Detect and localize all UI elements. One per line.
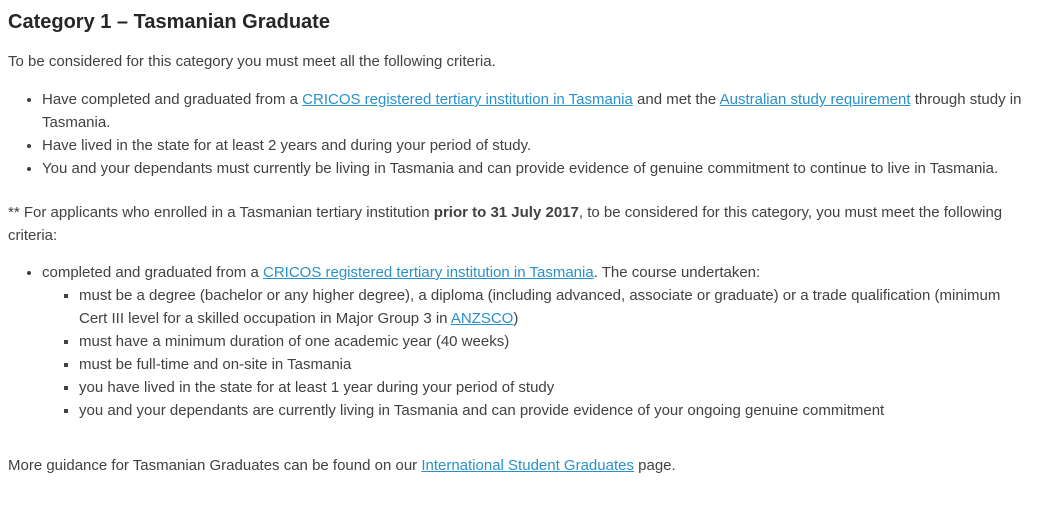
bold-text: prior to 31 July 2017 [433, 204, 579, 221]
australian-study-requirement-link[interactable]: Australian study requirement [719, 91, 911, 108]
footer-guidance-paragraph: More guidance for Tasmanian Graduates can be found on our International Student Graduates page. [8, 457, 676, 474]
enrolled-before-2017-note: ** For applicants who enrolled in a Tasmanian tertiary institution prior to 31 July 2017, to be considered for this category, you must meet the following criteria: [8, 204, 1003, 244]
course-sub-item: ▪ must be full-time and on-site in Tasmania [79, 353, 1030, 376]
criteria-item: • Have completed and graduated from a CRICOS registered tertiary institution in Tasmania and met the Australian study requirement through study in Tasmania. [42, 88, 1030, 134]
pre2017-criteria-item [42, 261, 1030, 422]
criteria-item: • Have lived in the state for at least 2 years and during your period of study. [42, 134, 1030, 157]
criteria-list [8, 88, 1030, 180]
pre2017-item-text: completed and graduated from a CRICOS registered tertiary institution in Tasmania. The course undertaken: [42, 264, 761, 281]
course-sub-item: ▪ you have lived in the state for at least 1 year during your period of study [79, 376, 1030, 399]
pre2017-criteria-list [8, 261, 1030, 422]
criteria-item: • You and your dependants must currently be living in Tasmania and can provide evidence of genuine commitment to continue to live in Tasmania. [42, 157, 1030, 180]
course-sub-list [42, 284, 1030, 422]
course-sub-item: ▪ must have a minimum duration of one academic year (40 weeks) [79, 330, 1030, 353]
cricos-link-2[interactable]: CRICOS registered tertiary institution in Tasmania [262, 264, 594, 281]
course-sub-item: ▪ must be a degree (bachelor or any higher degree), a diploma (including advanced, associate or graduate) or a trade qualification (minimum Cert III level for a skilled occupation in Major Group 3 in ANZSCO) [79, 284, 1030, 330]
page-title: Category 1 – Tasmanian Graduate [8, 11, 330, 33]
intro-paragraph: To be considered for this category you must meet all the following criteria. [8, 53, 496, 70]
international-student-graduates-link[interactable]: International Student Graduates [421, 457, 634, 474]
cricos-link-1[interactable]: CRICOS registered tertiary institution in Tasmania [302, 91, 633, 108]
course-sub-item: ▪ you and your dependants are currently living in Tasmania and can provide evidence of your ongoing genuine commitment [79, 399, 1030, 422]
anzsco-link[interactable]: ANZSCO [450, 310, 514, 327]
